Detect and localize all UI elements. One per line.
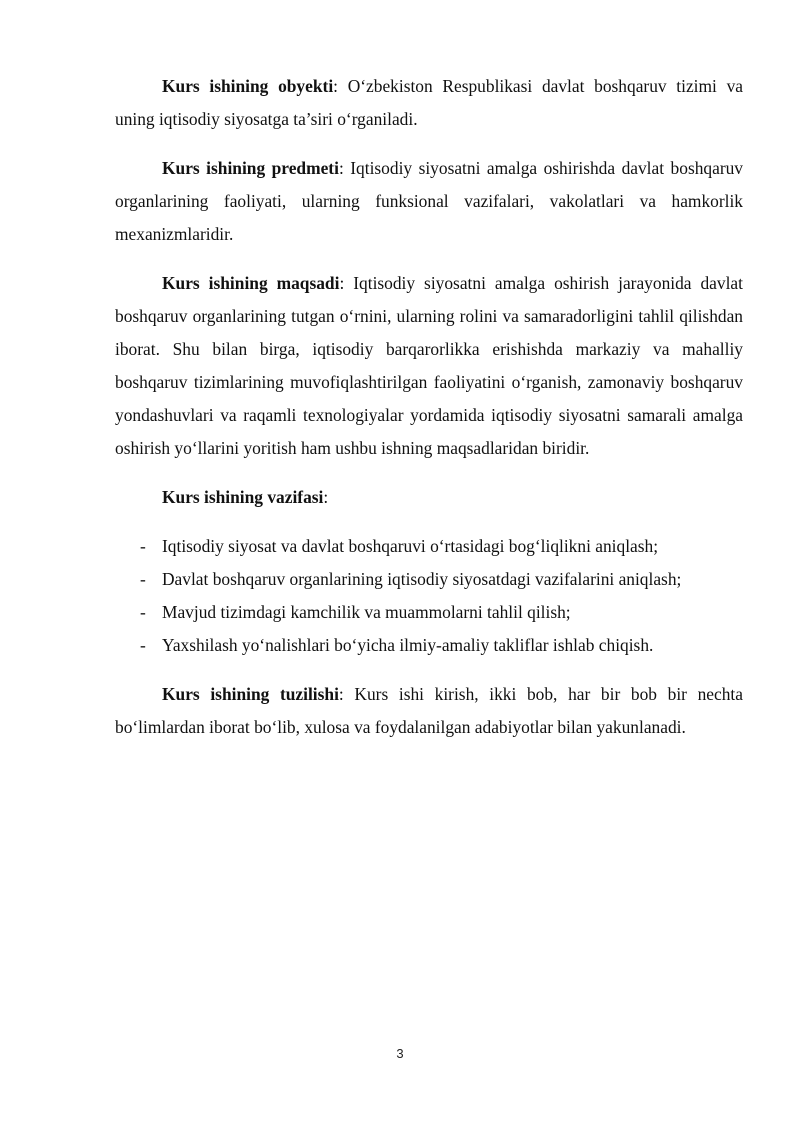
- object-text: : O‘zbekiston Respublikasi davlat boshqaruv tizimi va uning iqtisodiy siyosatga ta’siri o‘rganiladi.: [115, 76, 743, 129]
- list-item: [115, 596, 743, 629]
- object-label: Kurs ishining obyekti: [162, 76, 334, 96]
- list-item: [115, 629, 743, 662]
- list-bullet: -: [140, 569, 146, 589]
- list-item-text: Yaxshilash yo‘nalishlari bo‘yicha ilmiy-amaliy takliflar ishlab chiqish.: [162, 635, 654, 655]
- goal-text: : Iqtisodiy siyosatni amalga oshirish jarayonida davlat boshqaruv organlarining tutgan o‘rnini, ularning rolini va samaradorligini tahlil qilishdan iborat. Shu bilan birga, iqtisodiy barqarorlikka erishishda markaziy va mahalliy boshqaruv tizimlarining muvofiqlashtirilgan faoliyatini o‘rganish, zamonaviy boshqaruv yondashuvlari va raqamli texnologiyalar yordamida iqtisodiy siyosatni samarali amalga oshirish yo‘llarini yoritish ham ushbu ishning maqsadlaridan biridir.: [115, 273, 743, 458]
- list-bullet: -: [140, 602, 146, 622]
- subject-paragraph: [115, 152, 743, 251]
- list-bullet: -: [140, 635, 146, 655]
- goal-label: Kurs ishining maqsadi: [162, 273, 340, 293]
- structure-text: : Kurs ishi kirish, ikki bob, har bir bob bir nechta bo‘limlardan iborat bo‘lib, xulosa va foydalanilgan adabiyotlar bilan yakunlanadi.: [115, 684, 743, 737]
- tasks-label: Kurs ishining vazifasi: [162, 487, 324, 507]
- tasks-heading: [115, 481, 743, 514]
- goal-paragraph: [115, 267, 743, 465]
- structure-paragraph: [115, 678, 743, 744]
- list-item: [115, 530, 743, 563]
- list-item: [115, 563, 743, 596]
- structure-label: Kurs ishining tuzilishi: [162, 684, 339, 704]
- tasks-list: [115, 530, 743, 662]
- object-paragraph: [115, 70, 743, 136]
- tasks-colon: :: [323, 487, 329, 507]
- subject-label: Kurs ishining predmeti: [162, 158, 339, 178]
- list-item-text: Iqtisodiy siyosat va davlat boshqaruvi o‘rtasidagi bog‘liqlikni aniqlash;: [162, 536, 659, 556]
- list-item-text: Mavjud tizimdagi kamchilik va muammolarni tahlil qilish;: [162, 602, 571, 622]
- page-number: 3: [396, 1046, 404, 1061]
- list-bullet: -: [140, 536, 146, 556]
- subject-text: : Iqtisodiy siyosatni amalga oshirishda davlat boshqaruv organlarining faoliyati, ularning funksional vazifalari, vakolatlari va hamkorlik mexanizmlaridir.: [115, 158, 743, 244]
- list-item-text: Davlat boshqaruv organlarining iqtisodiy siyosatdagi vazifalarini aniqlash;: [162, 569, 682, 589]
- document-page: [115, 70, 743, 760]
